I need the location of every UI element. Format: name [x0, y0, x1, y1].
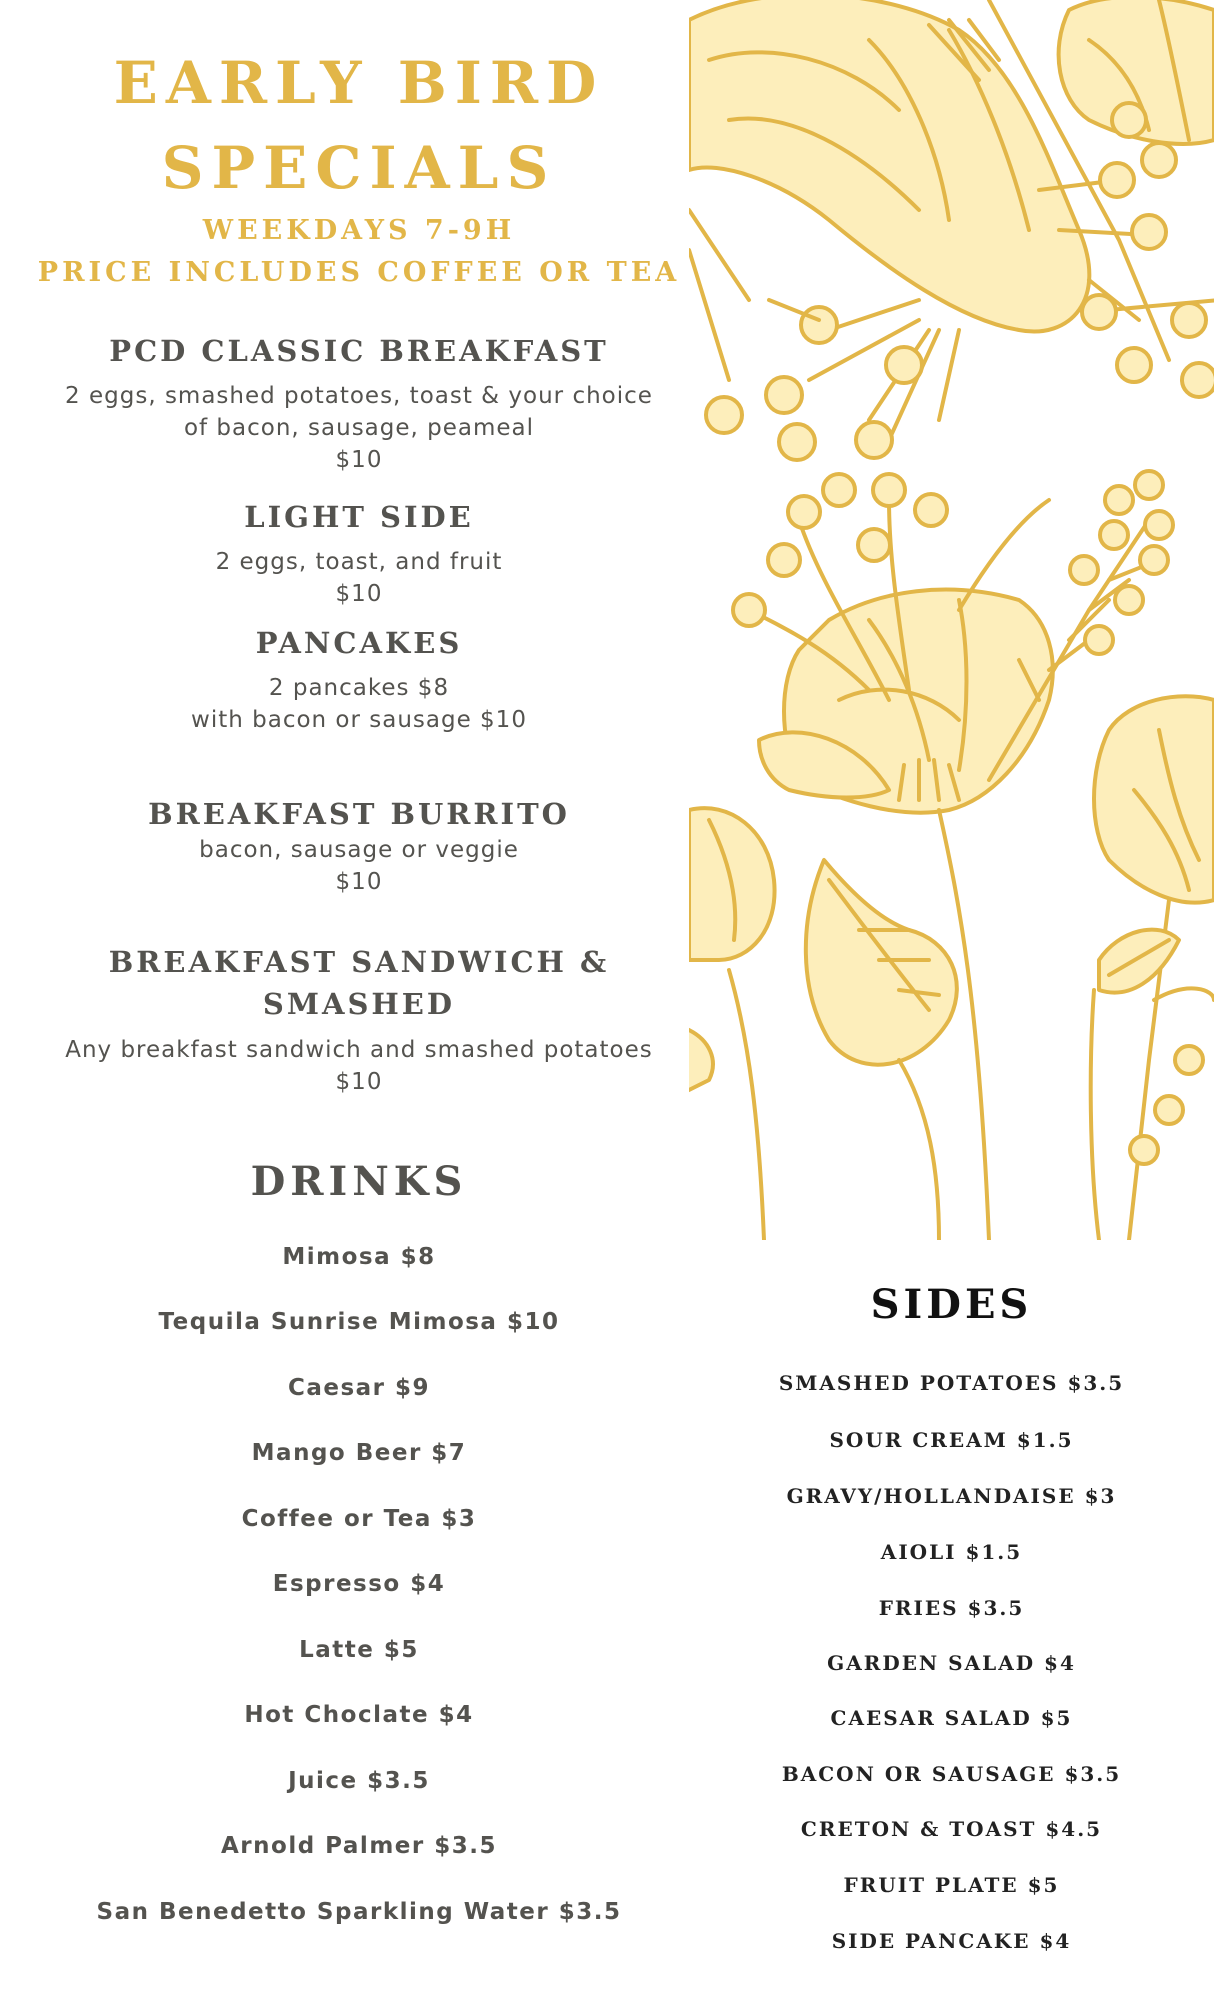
item-price-light-side: $10: [335, 581, 383, 607]
menu-title-line2: SPECIALS: [161, 134, 557, 202]
item-desc-pancakes-2: with bacon or sausage $10: [191, 707, 527, 733]
side-item: FRIES $3.5: [878, 1596, 1025, 1620]
item-desc-burrito: bacon, sausage or veggie: [199, 837, 519, 863]
drink-item: Espresso $4: [272, 1571, 446, 1597]
item-desc-classic-2: of bacon, sausage, peameal: [183, 415, 535, 441]
drink-item: Hot Choclate $4: [244, 1702, 474, 1728]
flower-artwork-icon: [689, 0, 1214, 1240]
item-price-sandwich: $10: [335, 1069, 383, 1095]
item-name-light-side: LIGHT SIDE: [244, 500, 474, 534]
side-item: CAESAR SALAD $5: [830, 1706, 1073, 1730]
menu-subtitle-hours: WEEKDAYS 7-9H: [202, 215, 516, 246]
drink-item: San Benedetto Sparkling Water $3.5: [96, 1899, 622, 1925]
drink-item: Latte $5: [299, 1637, 419, 1663]
drink-item: Mango Beer $7: [251, 1440, 467, 1466]
item-name-classic: PCD CLASSIC BREAKFAST: [109, 334, 609, 368]
menu-subtitle-includes: PRICE INCLUDES COFFEE OR TEA: [37, 257, 681, 288]
item-desc-light-side: 2 eggs, toast, and fruit: [215, 549, 503, 575]
item-name-pancakes: PANCAKES: [255, 626, 463, 660]
item-name-sandwich-2: SMASHED: [262, 987, 456, 1021]
side-item: SMASHED POTATOES $3.5: [778, 1371, 1125, 1395]
item-desc-sandwich: Any breakfast sandwich and smashed potatoes: [65, 1037, 653, 1063]
item-name-sandwich-1: BREAKFAST SANDWICH &: [108, 945, 610, 979]
menu-title-line1: EARLY BIRD: [113, 49, 605, 117]
side-item: SIDE PANCAKE $4: [831, 1929, 1072, 1953]
item-name-burrito: BREAKFAST BURRITO: [148, 797, 570, 831]
sides-heading: SIDES: [870, 1281, 1033, 1328]
side-item: GARDEN SALAD $4: [827, 1651, 1076, 1675]
drinks-heading: DRINKS: [250, 1158, 468, 1205]
item-desc-classic-1: 2 eggs, smashed potatoes, toast & your choice: [65, 383, 653, 409]
side-item: AIOLI $1.5: [880, 1540, 1023, 1564]
side-item: SOUR CREAM $1.5: [829, 1428, 1074, 1452]
drink-item: Tequila Sunrise Mimosa $10: [158, 1309, 560, 1335]
floral-illustration: [689, 0, 1214, 1240]
side-item: FRUIT PLATE $5: [843, 1873, 1060, 1897]
drink-item: Mimosa $8: [282, 1244, 436, 1270]
side-item: BACON OR SAUSAGE $3.5: [781, 1762, 1122, 1786]
item-price-burrito: $10: [335, 869, 383, 895]
item-desc-pancakes-1: 2 pancakes $8: [268, 675, 450, 701]
side-item: CRETON & TOAST $4.5: [800, 1817, 1103, 1841]
drink-item: Caesar $9: [287, 1375, 431, 1401]
side-item: GRAVY/HOLLANDAISE $3: [786, 1484, 1117, 1508]
drink-item: Coffee or Tea $3: [241, 1506, 477, 1532]
drink-item: Juice $3.5: [288, 1768, 430, 1794]
item-price-classic: $10: [335, 447, 383, 473]
drink-item: Arnold Palmer $3.5: [221, 1833, 497, 1859]
